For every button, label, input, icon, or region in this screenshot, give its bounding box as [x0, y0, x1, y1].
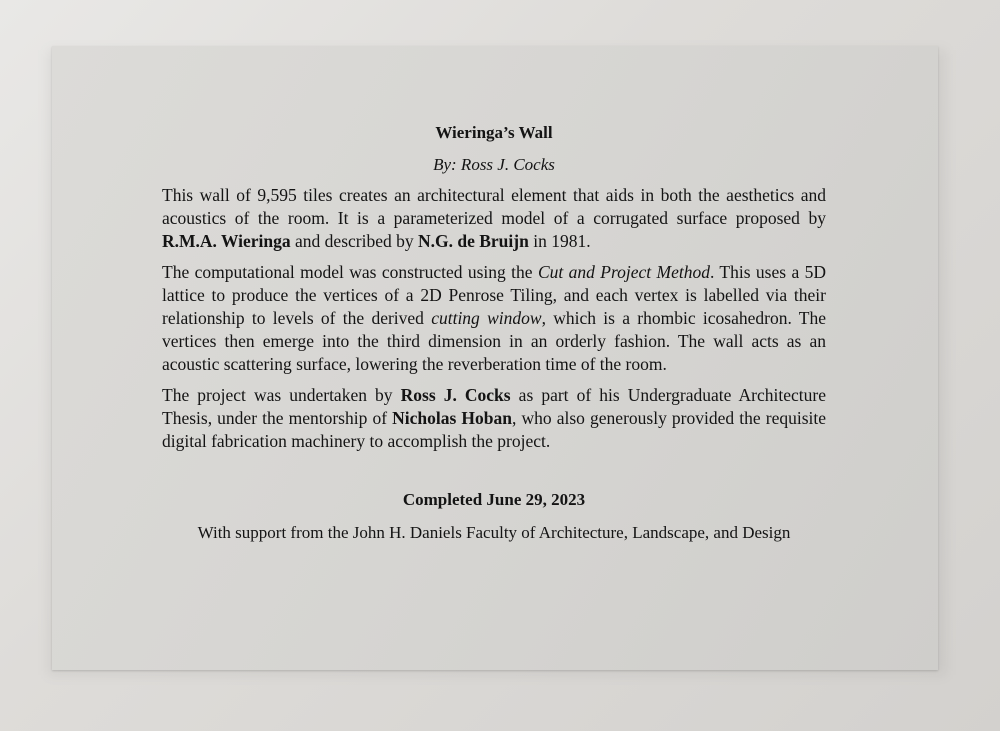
placard-byline: By: Ross J. Cocks: [433, 155, 555, 174]
description-paragraph-1: [162, 184, 826, 253]
paragraph-text: The computational model was constructed using the: [162, 262, 538, 282]
placard-content: [162, 122, 826, 544]
paragraph-text: as part of his Undergraduate Architecture Thesis, under the mentorship of: [162, 385, 826, 428]
completion-date: Completed June 29, 2023: [402, 490, 586, 509]
placard-title: Wieringa’s Wall: [435, 123, 553, 142]
paragraph-text: . This uses a 5D lattice to produce the vertices of a 2D Penrose Tiling, and each vertex is labelled via their relationship to levels of the derived: [162, 262, 826, 328]
person-name: N.G. de Bruijn: [417, 231, 529, 251]
paragraph-text: , who also generously provided the requisite digital fabrication machinery to accomplish the project.: [162, 408, 826, 451]
person-name: R.M.A. Wieringa: [162, 231, 291, 251]
description-paragraph-2: [162, 261, 826, 376]
person-name: Ross J. Cocks: [400, 385, 511, 405]
method-name: Cut and Project Method: [537, 262, 710, 282]
term-name: cutting window: [431, 308, 542, 328]
paragraph-text: This wall of 9,595 tiles creates an architectural element that aids in both the aesthetics and acoustics of the room. It is a parameterized model of a corrugated surface proposed by: [162, 185, 826, 228]
paragraph-text: The project was undertaken by: [162, 385, 401, 405]
person-name: Nicholas Hoban: [392, 408, 513, 428]
paragraph-text: and described by: [290, 231, 418, 251]
support-credit: With support from the John H. Daniels Faculty of Architecture, Landscape, and Design: [197, 523, 791, 542]
paragraph-text: in 1981.: [528, 231, 591, 251]
wall-placard: [52, 46, 938, 670]
description-paragraph-3: [162, 384, 826, 453]
paragraph-text: , which is a rhombic icosahedron. The vertices then emerge into the third dimension in an orderly fashion. The wall acts as an acoustic scattering surface, lowering the reverberation time of the room.: [162, 308, 826, 374]
